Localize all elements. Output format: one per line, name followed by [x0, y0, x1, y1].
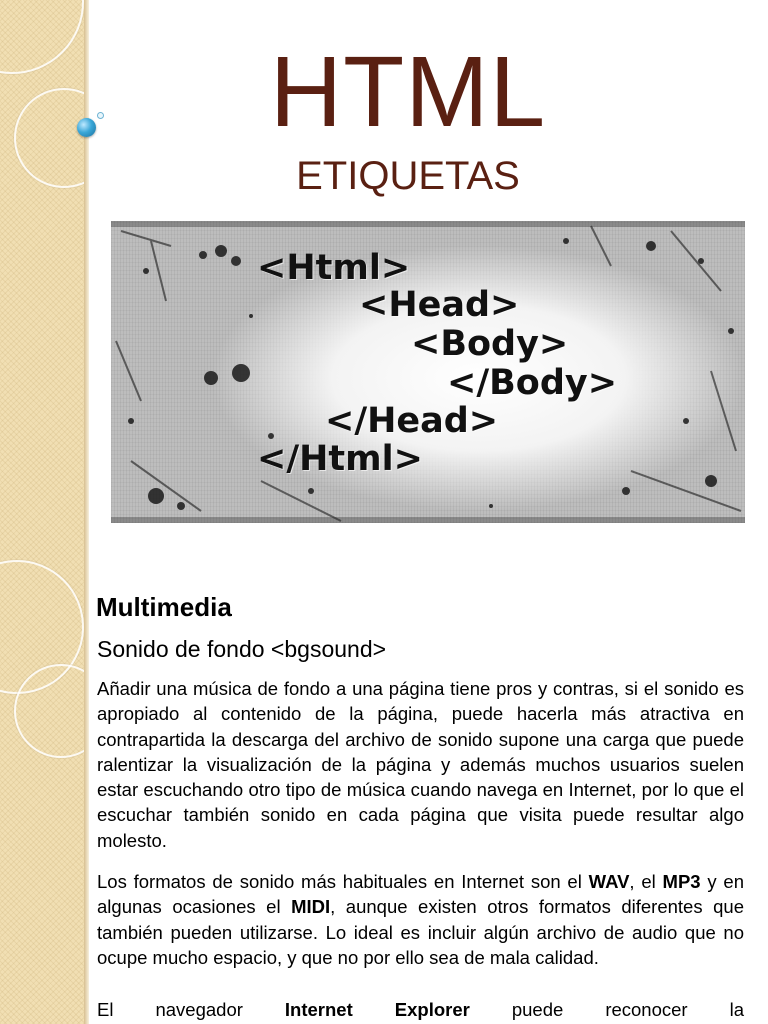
- blue-bead-decoration: [77, 118, 96, 137]
- paragraph-text: puede reconocer la: [469, 999, 744, 1020]
- tag-body-open: <Body>: [411, 324, 569, 364]
- paragraph-text: El navegador: [97, 999, 285, 1020]
- strip-edge: [84, 0, 89, 1024]
- paragraph-text: , el: [629, 871, 663, 892]
- tag-body-close: </Body>: [447, 363, 618, 403]
- slide-subtitle: ETIQUETAS: [296, 154, 520, 198]
- section-title: Multimedia: [96, 592, 232, 622]
- format-midi: MIDI: [291, 896, 331, 918]
- tag-html-close: </Html>: [257, 439, 423, 479]
- tag-head-open: <Head>: [359, 285, 520, 325]
- paragraph-text: Los formatos de sonido más habituales en Internet son el: [97, 871, 589, 892]
- browser-name: Internet Explorer: [284, 999, 470, 1020]
- section-subtitle: Sonido de fondo <bgsound>: [97, 636, 387, 662]
- paragraph-browser: [97, 997, 744, 1022]
- format-wav: WAV: [588, 871, 630, 892]
- paragraph-text: y en algunas ocasiones el: [97, 871, 745, 918]
- tag-head-close: </Head>: [325, 401, 499, 441]
- decorative-ring: [14, 88, 84, 188]
- decorative-side-strip: [0, 0, 84, 1024]
- format-mp3: MP3: [662, 871, 701, 892]
- grunge-splatter: [111, 221, 745, 523]
- tag-html-open: <Html>: [257, 248, 411, 288]
- paragraph-sound-formats: [97, 869, 744, 970]
- slide-title: HTML: [269, 36, 547, 148]
- paragraph-background-sound: Añadir una música de fondo a una página tiene pros y contras, si el sonido es apropiado al contenido de la página, puede hacerla más atractiva en contrapartida la descarga del archivo de sonido supone una carga que puede ralentizar la visualización de la página y además muchos usuarios suelen estar escuchando otro tipo de música cuando navega en Internet, por lo que el escuchar también sonido en cada página que visita puede resultar algo molesto.: [97, 678, 744, 851]
- html-tags-image: [111, 221, 745, 523]
- decorative-ring: [0, 0, 84, 74]
- paragraph-text: , aunque existen otros formatos diferentes que también pueden utilizarse. Lo ideal es incluir algún archivo de audio que no ocupe mucho espacio, y que no por ello sea de mala calidad.: [97, 896, 744, 968]
